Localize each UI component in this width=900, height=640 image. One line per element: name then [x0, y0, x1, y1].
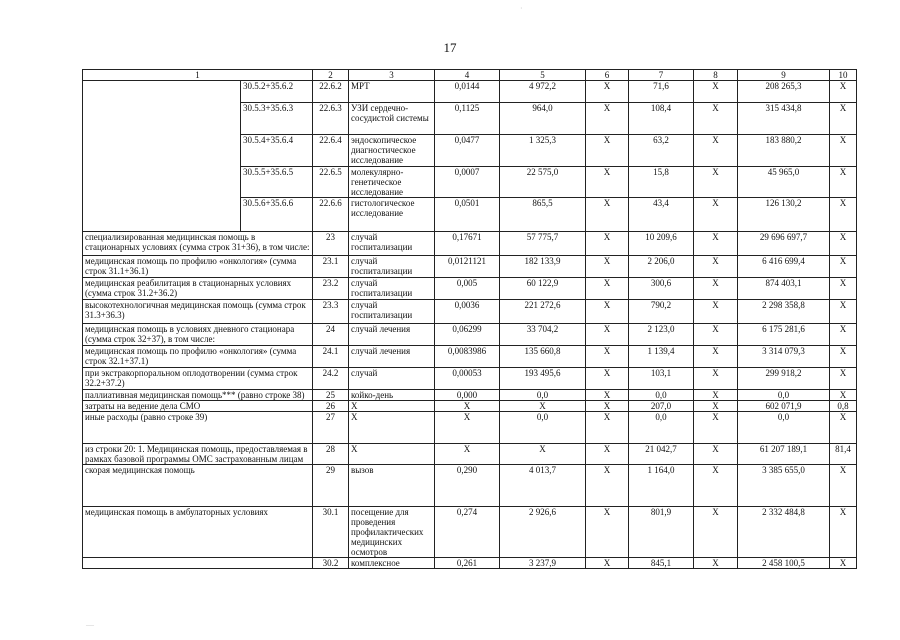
cell-value: X [694, 232, 738, 256]
cell-value: X [586, 135, 629, 167]
cell-value: 0,0121121 [435, 256, 500, 278]
cell-value: X [694, 401, 738, 412]
cell-value: X [694, 103, 738, 135]
cell-line-number: 22.6.6 [313, 198, 349, 232]
cell-value: 57 775,7 [500, 232, 586, 256]
cell-value: 10 209,6 [629, 232, 694, 256]
cell-value: 3 314 079,3 [738, 346, 830, 368]
cell-value: X [830, 300, 857, 324]
cell-value: X [830, 256, 857, 278]
cell-unit: МРТ [349, 81, 435, 103]
merged-label-cell [83, 81, 241, 232]
cell-line-number: 28 [313, 444, 349, 465]
cell-value: 300,6 [629, 278, 694, 300]
column-header: 4 [435, 70, 500, 81]
table-row [83, 278, 857, 300]
cell-value: 61 207 189,1 [738, 444, 830, 465]
cell-subcode: 30.5.4+35.6.4 [241, 135, 313, 167]
table-row [83, 390, 857, 401]
cell-value: 0,261 [435, 558, 500, 569]
cell-value: 0,0 [500, 390, 586, 401]
cell-value: X [694, 390, 738, 401]
cell-value: X [586, 390, 629, 401]
cell-value: X [435, 444, 500, 465]
cell-value: X [694, 300, 738, 324]
cell-value: 0,0 [629, 390, 694, 401]
cell-value: X [586, 232, 629, 256]
cell-value: X [586, 256, 629, 278]
cell-line-number: 24.1 [313, 346, 349, 368]
cell-value: X [586, 103, 629, 135]
cell-label [83, 558, 313, 569]
table-row [83, 300, 857, 324]
cell-label: паллиативная медицинская помощь*** (равно строке 38) [83, 390, 313, 401]
cell-value: 103,1 [629, 368, 694, 390]
cell-value: X [586, 198, 629, 232]
cell-unit: молекулярно-генетическое исследование [349, 167, 435, 198]
cell-value: 3 237,9 [500, 558, 586, 569]
table-header-row [83, 70, 857, 81]
cell-value: 0,8 [830, 401, 857, 412]
cell-line-number: 27 [313, 412, 349, 444]
cell-unit: X [349, 412, 435, 444]
column-header: 6 [586, 70, 629, 81]
cell-value: X [694, 412, 738, 444]
cell-line-number: 22.6.5 [313, 167, 349, 198]
cell-value: 43,4 [629, 198, 694, 232]
cell-value: 0,0 [629, 412, 694, 444]
cell-unit: случай госпитализации [349, 256, 435, 278]
table-row [83, 81, 857, 103]
cell-value: 3 385 655,0 [738, 465, 830, 507]
cell-value: 22 575,0 [500, 167, 586, 198]
cell-value: 865,5 [500, 198, 586, 232]
cell-unit: случай лечения [349, 324, 435, 346]
cell-value: 108,4 [629, 103, 694, 135]
cell-unit: случай лечения [349, 346, 435, 368]
cell-value: 790,2 [629, 300, 694, 324]
table-row [83, 412, 857, 444]
cell-value: 0,005 [435, 278, 500, 300]
cell-value: X [830, 390, 857, 401]
cell-value: X [500, 401, 586, 412]
cell-line-number: 23.3 [313, 300, 349, 324]
cell-value: X [830, 368, 857, 390]
cell-value: X [694, 507, 738, 558]
cell-line-number: 22.6.2 [313, 81, 349, 103]
cell-line-number: 23.1 [313, 256, 349, 278]
cell-value: 207,0 [629, 401, 694, 412]
cell-value: 2 298 358,8 [738, 300, 830, 324]
cell-value: 60 122,9 [500, 278, 586, 300]
cell-value: 0,0 [738, 412, 830, 444]
cell-value: X [586, 346, 629, 368]
cell-value: X [830, 412, 857, 444]
cell-value: 1 139,4 [629, 346, 694, 368]
cell-value: 6 416 699,4 [738, 256, 830, 278]
cell-value: X [694, 465, 738, 507]
cell-value: 2 123,0 [629, 324, 694, 346]
cell-value: 63,2 [629, 135, 694, 167]
cell-value: X [586, 507, 629, 558]
cell-value: 4 013,7 [500, 465, 586, 507]
cell-value: 33 704,2 [500, 324, 586, 346]
cell-line-number: 29 [313, 465, 349, 507]
cell-value: X [586, 324, 629, 346]
cell-value: 0,290 [435, 465, 500, 507]
cell-label: медицинская помощь по профилю «онкология» (сумма строк 32.1+37.1) [83, 346, 313, 368]
cell-value: 0,0144 [435, 81, 500, 103]
cell-label: медицинская реабилитация в стационарных условиях (сумма строк 31.2+36.2) [83, 278, 313, 300]
cell-value: 81,4 [830, 444, 857, 465]
cell-value: X [694, 346, 738, 368]
cell-label: медицинская помощь в условиях дневного стационара (сумма строк 32+37), в том числе: [83, 324, 313, 346]
cell-subcode: 30.5.6+35.6.6 [241, 198, 313, 232]
cell-value: X [830, 167, 857, 198]
cell-value: X [586, 300, 629, 324]
cell-value: 126 130,2 [738, 198, 830, 232]
page-number: 17 [443, 40, 457, 55]
cell-value: 183 880,2 [738, 135, 830, 167]
cell-label: из строки 20: 1. Медицинская помощь, предоставляемая в рамках базовой программы ОМС застрахованным лицам [83, 444, 313, 465]
cell-label: затраты на ведение дела СМО [83, 401, 313, 412]
cell-value: 0,0036 [435, 300, 500, 324]
cell-unit: эндоскопическое диагностическое исследование [349, 135, 435, 167]
cell-value: X [830, 198, 857, 232]
cell-value: 315 434,8 [738, 103, 830, 135]
table-row [83, 507, 857, 558]
cell-value: X [830, 81, 857, 103]
cell-value: 193 495,6 [500, 368, 586, 390]
column-header: 9 [738, 70, 830, 81]
table-row [83, 558, 857, 569]
cell-value: X [830, 346, 857, 368]
cell-subcode: 30.5.3+35.6.3 [241, 103, 313, 135]
cell-unit: вызов [349, 465, 435, 507]
cell-line-number: 26 [313, 401, 349, 412]
cell-label: специализированная медицинская помощь в стационарных условиях (сумма строк 31+36), в том числе: [83, 232, 313, 256]
cell-value: 0,0 [738, 390, 830, 401]
cell-line-number: 23 [313, 232, 349, 256]
cell-unit: койко-день [349, 390, 435, 401]
scan-mark: · [520, 4, 523, 13]
cell-line-number: 22.6.3 [313, 103, 349, 135]
cell-value: 0,06299 [435, 324, 500, 346]
cell-value: X [435, 401, 500, 412]
cell-value: X [830, 135, 857, 167]
cell-line-number: 24 [313, 324, 349, 346]
column-header: 5 [500, 70, 586, 81]
cell-value: X [830, 278, 857, 300]
cell-value: 2 458 100,5 [738, 558, 830, 569]
cell-value: 15,8 [629, 167, 694, 198]
cell-value: 6 175 281,6 [738, 324, 830, 346]
scan-mark: — [86, 620, 94, 629]
cell-value: X [586, 444, 629, 465]
cell-value: 221 272,6 [500, 300, 586, 324]
cell-value: X [586, 412, 629, 444]
cell-label: медицинская помощь по профилю «онкология» (сумма строк 31.1+36.1) [83, 256, 313, 278]
column-header: 2 [313, 70, 349, 81]
cell-value: X [694, 324, 738, 346]
cell-value: X [586, 558, 629, 569]
cell-line-number: 24.2 [313, 368, 349, 390]
cell-label: скорая медицинская помощь [83, 465, 313, 507]
cell-unit: УЗИ сердечно-сосудистой системы [349, 103, 435, 135]
cell-unit: случай [349, 368, 435, 390]
cell-value: 0,0083986 [435, 346, 500, 368]
table-row [83, 444, 857, 465]
column-header: 1 [83, 70, 313, 81]
cell-value: 2 206,0 [629, 256, 694, 278]
cell-value: 2 332 484,8 [738, 507, 830, 558]
cell-unit: случай госпитализации [349, 278, 435, 300]
cell-value: 182 133,9 [500, 256, 586, 278]
cell-unit: гистологическое исследование [349, 198, 435, 232]
cell-value: X [586, 401, 629, 412]
cell-value: 602 071,9 [738, 401, 830, 412]
cell-subcode: 30.5.5+35.6.5 [241, 167, 313, 198]
cell-value: 0,000 [435, 390, 500, 401]
cell-value: 71,6 [629, 81, 694, 103]
cell-value: 29 696 697,7 [738, 232, 830, 256]
data-table [82, 69, 857, 569]
table-row [83, 324, 857, 346]
cell-value: X [694, 256, 738, 278]
cell-value: 874 403,1 [738, 278, 830, 300]
cell-value: X [435, 412, 500, 444]
table-row [83, 465, 857, 507]
table-row [83, 256, 857, 278]
cell-value: X [694, 198, 738, 232]
cell-value: X [586, 278, 629, 300]
column-header: 8 [694, 70, 738, 81]
cell-unit: случай госпитализации [349, 232, 435, 256]
cell-value: 1 325,3 [500, 135, 586, 167]
cell-value: X [694, 81, 738, 103]
cell-unit: комплексное [349, 558, 435, 569]
cell-line-number: 23.2 [313, 278, 349, 300]
cell-value: 0,1125 [435, 103, 500, 135]
cell-value: X [694, 278, 738, 300]
cell-value: X [694, 368, 738, 390]
cell-label: медицинская помощь в амбулаторных условиях [83, 507, 313, 558]
table-row [83, 368, 857, 390]
cell-value: X [830, 558, 857, 569]
cell-value: X [694, 558, 738, 569]
cell-value: X [694, 444, 738, 465]
cell-line-number: 30.1 [313, 507, 349, 558]
cell-value: X [830, 324, 857, 346]
cell-line-number: 30.2 [313, 558, 349, 569]
cell-value: 0,0007 [435, 167, 500, 198]
cell-value: 135 660,8 [500, 346, 586, 368]
cell-value: 0,17671 [435, 232, 500, 256]
table-row [83, 346, 857, 368]
cell-value: X [500, 444, 586, 465]
cell-unit: X [349, 444, 435, 465]
cell-label: при экстракорпоральном оплодотворении (сумма строк 32.2+37.2) [83, 368, 313, 390]
cell-value: X [830, 465, 857, 507]
cell-unit: посещение для проведения профилактических медицинских осмотров [349, 507, 435, 558]
cell-value: X [586, 81, 629, 103]
cell-unit: случай госпитализации [349, 300, 435, 324]
cell-subcode: 30.5.2+35.6.2 [241, 81, 313, 103]
table-row [83, 232, 857, 256]
table-body [83, 70, 857, 569]
cell-value: 208 265,3 [738, 81, 830, 103]
column-header: 10 [830, 70, 857, 81]
cell-value: 4 972,2 [500, 81, 586, 103]
cell-value: 0,0501 [435, 198, 500, 232]
cell-value: 845,1 [629, 558, 694, 569]
cell-line-number: 22.6.4 [313, 135, 349, 167]
table-row [83, 401, 857, 412]
cell-value: X [694, 167, 738, 198]
cell-value: 801,9 [629, 507, 694, 558]
cell-value: X [830, 103, 857, 135]
column-header: 7 [629, 70, 694, 81]
cell-value: X [586, 368, 629, 390]
column-header: 3 [349, 70, 435, 81]
cell-value: X [694, 135, 738, 167]
cell-label: иные расходы (равно строке 39) [83, 412, 313, 444]
cell-value: 0,0 [500, 412, 586, 444]
cell-value: 21 042,7 [629, 444, 694, 465]
cell-line-number: 25 [313, 390, 349, 401]
cell-value: X [830, 232, 857, 256]
cell-value: 45 965,0 [738, 167, 830, 198]
cell-value: X [586, 465, 629, 507]
cell-value: X [830, 507, 857, 558]
cell-unit: X [349, 401, 435, 412]
cell-value: 0,274 [435, 507, 500, 558]
cell-value: 1 164,0 [629, 465, 694, 507]
cell-value: 964,0 [500, 103, 586, 135]
cell-value: 0,0477 [435, 135, 500, 167]
cell-value: X [586, 167, 629, 198]
cell-value: 2 926,6 [500, 507, 586, 558]
cell-value: 299 918,2 [738, 368, 830, 390]
cell-label: высокотехнологичная медицинская помощь (сумма строк 31.3+36.3) [83, 300, 313, 324]
cell-value: 0,00053 [435, 368, 500, 390]
